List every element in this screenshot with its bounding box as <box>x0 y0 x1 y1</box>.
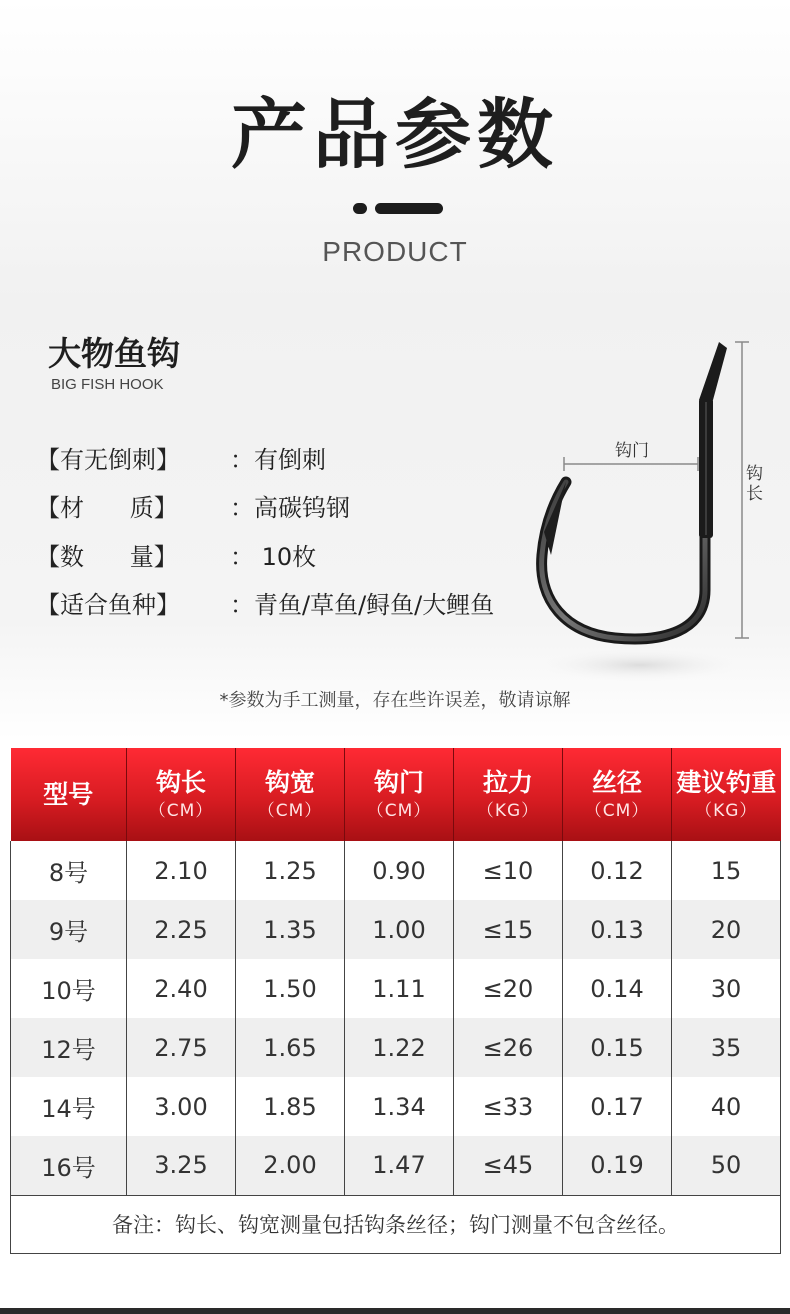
page-subtitle: PRODUCT <box>322 236 468 267</box>
header-unit: （CM） <box>148 800 214 821</box>
header-label: 建议钓重 <box>676 767 777 797</box>
table-header-cell <box>563 748 672 841</box>
spec-value: ： 10枚 <box>230 543 317 571</box>
table-cell: 1.47 <box>345 1136 454 1195</box>
spec-row-fish <box>36 585 526 625</box>
table-header-cell <box>345 748 454 841</box>
spec-key: 【材 质】 <box>36 494 178 522</box>
table-cell: 0.12 <box>563 841 672 900</box>
table-cell: 30 <box>672 959 781 1018</box>
spec-row-barb <box>36 440 506 480</box>
table-row <box>11 1136 781 1195</box>
table-cell: 35 <box>672 1018 781 1077</box>
table-cell: 16号 <box>11 1136 127 1195</box>
table-cell: ≤45 <box>454 1136 563 1195</box>
table-cell: 1.34 <box>345 1077 454 1136</box>
table-cell: ≤33 <box>454 1077 563 1136</box>
header-unit: （CM） <box>257 800 323 821</box>
table-cell: 2.25 <box>127 900 236 959</box>
table-cell: 0.13 <box>563 900 672 959</box>
table-cell: 2.75 <box>127 1018 236 1077</box>
header-label: 丝径 <box>591 767 642 797</box>
table-cell: 1.25 <box>236 841 345 900</box>
table-cell: 8号 <box>11 841 127 900</box>
table-cell: 2.10 <box>127 841 236 900</box>
measurement-note: *参数为手工测量，存在些许误差，敬请谅解 <box>219 690 571 711</box>
table-header-row <box>11 748 781 841</box>
header-label: 钩门 <box>373 767 424 797</box>
table-cell: 0.15 <box>563 1018 672 1077</box>
header-unit: （KG） <box>476 800 540 821</box>
table-cell: 15 <box>672 841 781 900</box>
header-label: 钩长 <box>155 767 206 797</box>
table-header-cell <box>11 748 127 841</box>
hook-gap-label: 钩门 <box>615 441 649 461</box>
table-header-cell <box>236 748 345 841</box>
header-unit: （KG） <box>695 800 758 821</box>
table-row <box>11 841 781 900</box>
hook-length-label: 钩长 <box>746 464 763 504</box>
table-cell: 1.11 <box>345 959 454 1018</box>
bottom-strip <box>0 1308 790 1314</box>
table-footnote-row <box>11 1195 781 1253</box>
table-cell: 14号 <box>11 1077 127 1136</box>
table-cell: 1.65 <box>236 1018 345 1077</box>
spec-key: 【适合鱼种】 <box>36 591 180 619</box>
table-row <box>11 900 781 959</box>
header-label: 钩宽 <box>264 767 315 797</box>
product-name: 大物鱼钩 <box>48 334 180 373</box>
table-cell: 2.40 <box>127 959 236 1018</box>
header-unit: （CM） <box>584 800 650 821</box>
page-title: 产品参数 <box>231 90 559 179</box>
spec-value: ：青鱼/草鱼/鲟鱼/大鲤鱼 <box>230 591 495 619</box>
table-cell: 3.25 <box>127 1136 236 1195</box>
hook-diagram <box>520 330 790 690</box>
table-header-cell <box>672 748 781 841</box>
header-label: 型号 <box>43 779 94 809</box>
table-cell: 0.17 <box>563 1077 672 1136</box>
title-divider-bar <box>375 203 443 214</box>
table-row <box>11 1018 781 1077</box>
table-cell: 1.35 <box>236 900 345 959</box>
table-cell: 20 <box>672 900 781 959</box>
spec-key: 【有无倒刺】 <box>36 446 180 474</box>
table-header-cell <box>127 748 236 841</box>
header-label: 拉力 <box>482 767 533 797</box>
product-name-en: BIG FISH HOOK <box>51 376 164 393</box>
table-cell: 9号 <box>11 900 127 959</box>
spec-value: ：高碳钨钢 <box>230 494 350 522</box>
table-cell: 1.85 <box>236 1077 345 1136</box>
table-cell: 1.00 <box>345 900 454 959</box>
spec-row-material <box>36 488 506 528</box>
spec-value: ：有倒刺 <box>230 446 326 474</box>
spec-key: 【数 量】 <box>36 543 178 571</box>
table-cell: 0.14 <box>563 959 672 1018</box>
table-cell: 2.00 <box>236 1136 345 1195</box>
table-cell: 12号 <box>11 1018 127 1077</box>
table-cell: 10号 <box>11 959 127 1018</box>
table-row <box>11 1077 781 1136</box>
table-cell: 0.90 <box>345 841 454 900</box>
table-cell: ≤26 <box>454 1018 563 1077</box>
table-row <box>11 959 781 1018</box>
table-cell: 1.22 <box>345 1018 454 1077</box>
table-cell: 0.19 <box>563 1136 672 1195</box>
table-header-cell <box>454 748 563 841</box>
spec-row-quantity <box>36 537 506 577</box>
table-cell: ≤20 <box>454 959 563 1018</box>
table-cell: 50 <box>672 1136 781 1195</box>
table-cell: 3.00 <box>127 1077 236 1136</box>
table-cell: 40 <box>672 1077 781 1136</box>
header-unit: （CM） <box>366 800 432 821</box>
table-footnote: 备注：钩长、钩宽测量包括钩条丝径；钩门测量不包含丝径。 <box>11 1195 781 1253</box>
title-divider-dot <box>353 203 367 214</box>
table-cell: ≤15 <box>454 900 563 959</box>
fish-hook-illustration <box>520 330 790 690</box>
spec-table <box>10 748 781 1254</box>
table-cell: 1.50 <box>236 959 345 1018</box>
table-cell: ≤10 <box>454 841 563 900</box>
